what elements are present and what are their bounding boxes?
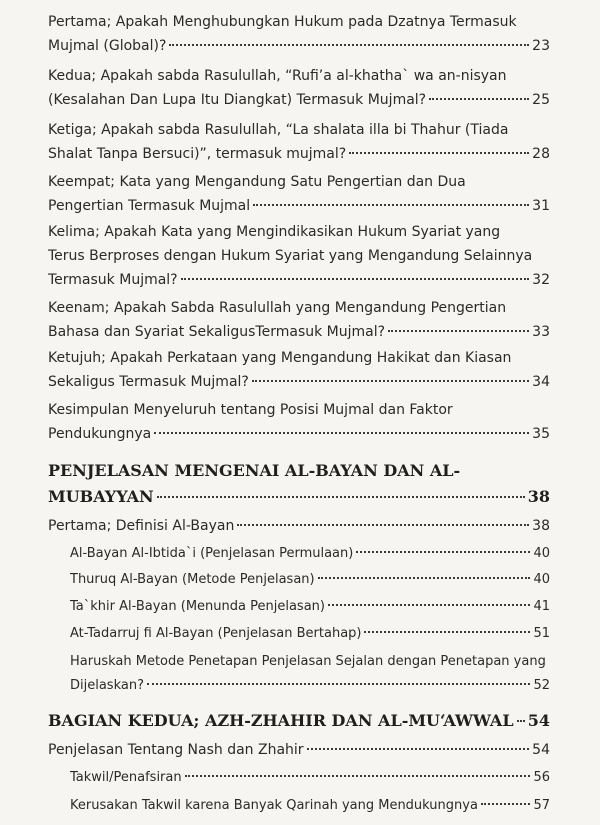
toc-entry-text: Thuruq Al-Bayan (Metode Penjelasan) xyxy=(70,572,315,587)
leader-dots xyxy=(429,98,529,100)
toc-entry-text: Dijelaskan? xyxy=(70,678,144,693)
leader-dots xyxy=(364,631,530,633)
toc-entry-ketujuh xyxy=(48,346,550,394)
toc-entry-text: Pertama; Definisi Al-Bayan xyxy=(48,518,235,534)
toc-entry-keenam xyxy=(48,296,550,344)
toc-entry-text: Keempat; Kata yang Mengandung Satu Pengertian dan Dua xyxy=(48,174,466,190)
toc-entry-text: Pengertian Termasuk Mujmal xyxy=(48,198,251,214)
toc-heading-text: BAGIAN KEDUA; AZH-ZHAHIR DAN AL-MUʻAWWAL xyxy=(48,711,514,730)
toc-entry-al-bayan-al-ibtidai xyxy=(70,542,550,566)
page-number: 40 xyxy=(533,572,550,587)
toc-entry-takwil xyxy=(70,766,550,790)
toc-entry-text: Pendukungnya xyxy=(48,426,152,442)
page-number: 25 xyxy=(532,92,550,108)
page-number: 38 xyxy=(532,518,550,534)
page-number: 52 xyxy=(533,678,550,693)
page-number: 56 xyxy=(533,770,550,785)
toc-entry-kedua-rufia xyxy=(48,64,550,112)
toc-entry-text: Takwil/Penafsiran xyxy=(70,770,182,785)
toc-entry-text: Shalat Tanpa Bersuci)”, termasuk mujmal? xyxy=(48,146,347,162)
page-number: 57 xyxy=(533,798,550,813)
page-number: 54 xyxy=(527,711,550,730)
page-number: 23 xyxy=(532,38,550,54)
leader-dots xyxy=(356,551,530,553)
toc-heading-text: MUBAYYAN xyxy=(48,487,154,506)
toc-entry-kerusakan-takwil xyxy=(70,794,550,818)
page-number: 54 xyxy=(532,742,550,758)
page-number: 34 xyxy=(532,374,550,390)
leader-dots xyxy=(307,748,530,750)
toc-entry-text: Pertama; Apakah Menghubungkan Hukum pada Dzatnya Termasuk xyxy=(48,14,517,30)
toc-entry-haruskah-metode xyxy=(70,650,550,698)
toc-entry-text: Penjelasan Tentang Nash dan Zhahir xyxy=(48,742,304,758)
page-number: 38 xyxy=(527,487,550,506)
toc-entry-kesimpulan xyxy=(48,398,550,446)
toc-entry-takhir-al-bayan xyxy=(70,595,550,619)
page-number: 35 xyxy=(532,426,550,442)
leader-dots xyxy=(318,577,531,579)
leader-dots xyxy=(388,330,529,332)
toc-heading-text: PENJELASAN MENGENAI AL-BAYAN DAN AL- xyxy=(48,461,461,480)
toc-entry-pertama-mujmal-dzat xyxy=(48,10,550,58)
toc-heading-bagian-kedua xyxy=(48,708,550,734)
toc-entry-text: Keenam; Apakah Sabda Rasulullah yang Mengandung Pengertian xyxy=(48,300,507,316)
page-number: 41 xyxy=(533,599,550,614)
leader-dots xyxy=(169,44,529,46)
page-number: 33 xyxy=(532,324,550,340)
leader-dots xyxy=(147,683,530,685)
page-number: 40 xyxy=(533,546,550,561)
page-number: 28 xyxy=(532,146,550,162)
toc-entry-at-tadarruj xyxy=(70,622,550,646)
toc-entry-ketiga-la-shalata xyxy=(48,118,550,166)
toc-entry-text: Kesimpulan Menyeluruh tentang Posisi Mujmal dan Faktor xyxy=(48,402,453,418)
toc-entry-text: Mujmal (Global)? xyxy=(48,38,167,54)
toc-entry-keempat xyxy=(48,170,550,218)
leader-dots xyxy=(237,524,529,526)
page-number: 32 xyxy=(532,272,550,288)
leader-dots xyxy=(181,278,530,280)
leader-dots xyxy=(349,152,529,154)
leader-dots xyxy=(154,432,529,434)
leader-dots xyxy=(185,775,531,777)
toc-entry-text: Kelima; Apakah Kata yang Mengindikasikan Hukum Syariat yang xyxy=(48,224,501,240)
toc-entry-text: Kerusakan Takwil karena Banyak Qarinah yang Mendukungnya xyxy=(70,798,478,813)
toc-entry-text: Sekaligus Termasuk Mujmal? xyxy=(48,374,249,390)
toc-entry-kelima xyxy=(48,220,550,292)
leader-dots xyxy=(481,803,531,805)
toc-entry-text: Al-Bayan Al-Ibtida`i (Penjelasan Permulaan) xyxy=(70,546,354,561)
toc-entry-text: (Kesalahan Dan Lupa Itu Diangkat) Termasuk Mujmal? xyxy=(48,92,427,108)
toc-heading-al-bayan xyxy=(48,458,550,510)
toc-entry-text: Ta`khir Al-Bayan (Menunda Penjelasan) xyxy=(70,599,325,614)
page-number: 51 xyxy=(533,626,550,641)
leader-dots xyxy=(517,720,525,722)
toc-entry-text: At-Tadarruj fi Al-Bayan (Penjelasan Bertahap) xyxy=(70,626,362,641)
toc-entry-text: Bahasa dan Syariat SekaligusTermasuk Mujmal? xyxy=(48,324,386,340)
toc-entry-text: Haruskah Metode Penetapan Penjelasan Sejalan dengan Penetapan yang xyxy=(70,654,546,669)
leader-dots xyxy=(252,380,529,382)
leader-dots xyxy=(253,204,529,206)
leader-dots xyxy=(328,604,530,606)
page-number: 31 xyxy=(532,198,550,214)
toc-entry-text: Terus Berproses dengan Hukum Syariat yang Mengandung Selainnya xyxy=(48,248,533,264)
leader-dots xyxy=(157,496,525,498)
toc-entry-text: Kedua; Apakah sabda Rasulullah, “Rufi’a al-khatha` wa an-nisyan xyxy=(48,68,507,84)
toc-entry-text: Termasuk Mujmal? xyxy=(48,272,178,288)
toc-entry-nash-dan-zhahir xyxy=(48,738,550,762)
toc-entry-definisi-al-bayan xyxy=(48,514,550,538)
toc-entry-text: Ketiga; Apakah sabda Rasulullah, “La shalata illa bi Thahur (Tiada xyxy=(48,122,509,138)
toc-entry-text: Ketujuh; Apakah Perkataan yang Mengandung Hakikat dan Kiasan xyxy=(48,350,512,366)
toc-entry-thuruq-al-bayan xyxy=(70,568,550,592)
